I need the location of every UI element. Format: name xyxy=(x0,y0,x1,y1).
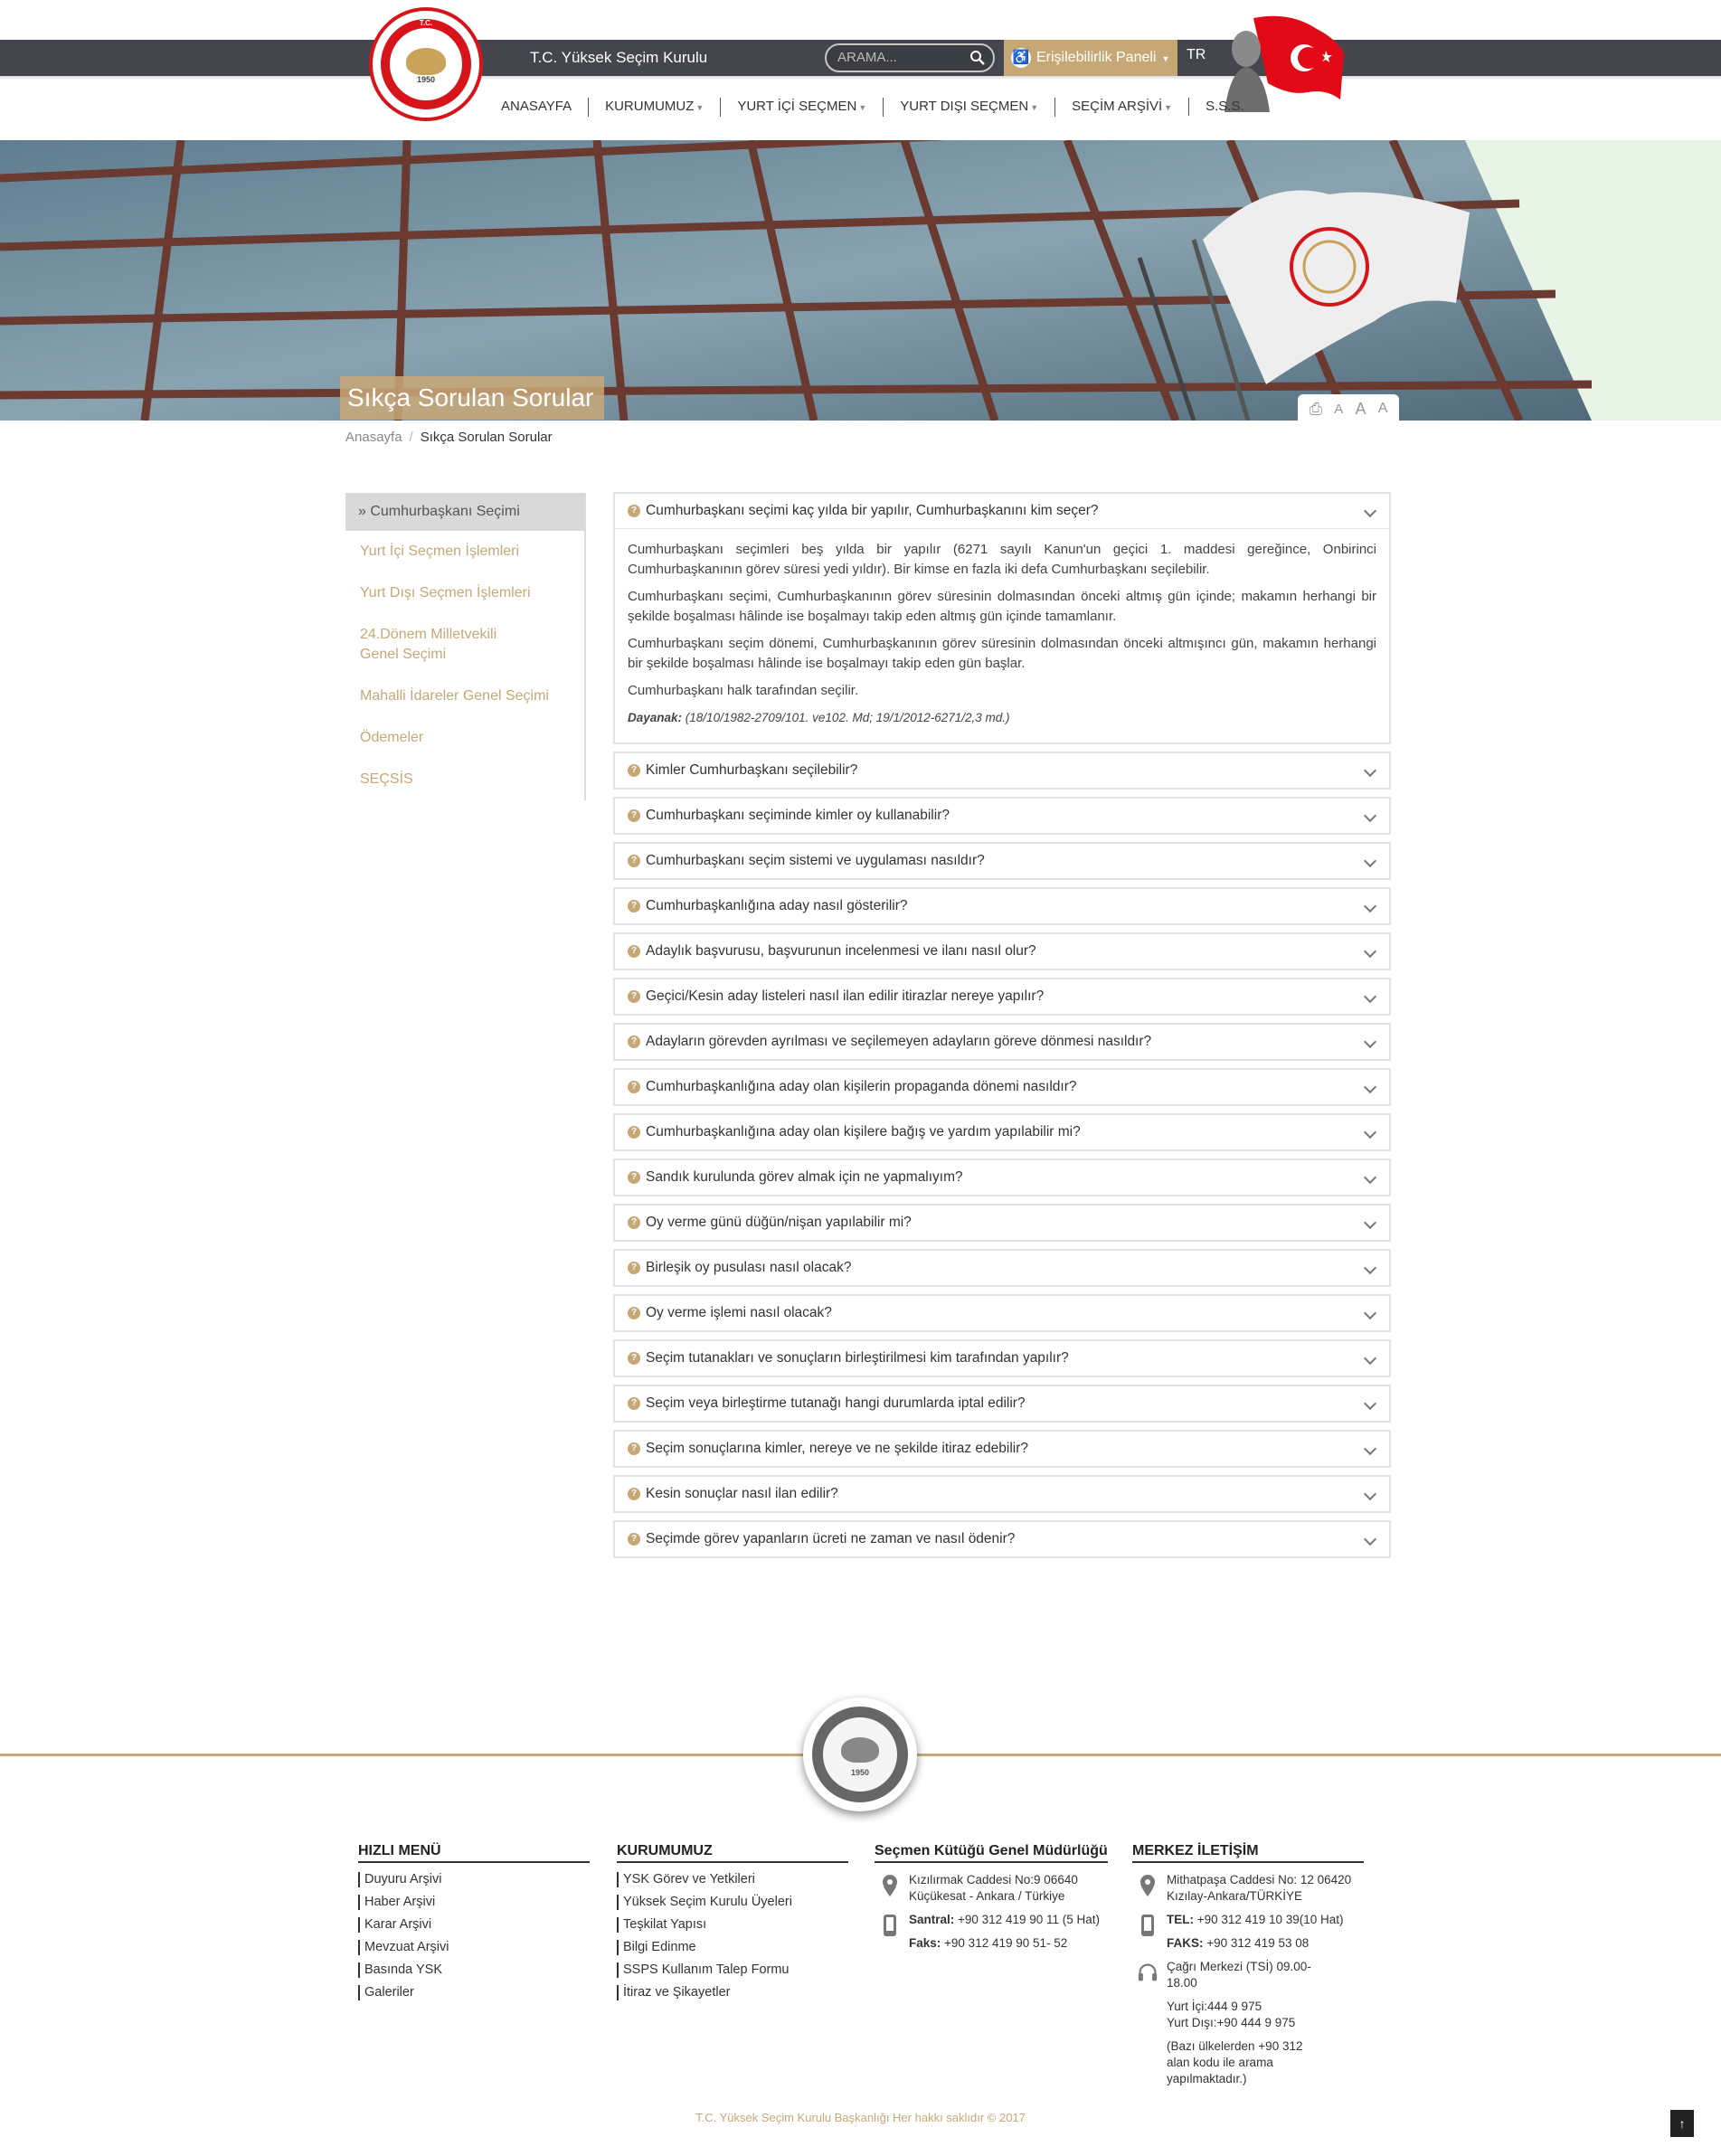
hq-abroad-line: Yurt Dışı:+90 444 9 975 xyxy=(1167,2016,1296,2029)
faq-question-text: Cumhurbaşkanı seçiminde kimler oy kullanabilir? xyxy=(646,808,950,823)
footer-quick-link[interactable]: Karar Arşivi xyxy=(358,1917,590,1933)
faq-question-text: Geçici/Kesin aday listeleri nasıl ilan edilir itirazlar nereye yapılır? xyxy=(646,988,1045,1004)
search-icon[interactable] xyxy=(969,50,986,66)
faq-question-list xyxy=(613,752,1391,1558)
voter-registry-address-text: Kızılırmak Caddesi No:9 06640 Küçükesat - Ankara / Türkiye xyxy=(909,1873,1078,1903)
breadcrumb xyxy=(345,430,553,445)
footer-quick-link[interactable]: Mevzuat Arşivi xyxy=(358,1940,590,1955)
faq-question[interactable] xyxy=(615,844,1389,878)
footer-voter-registry-title: Seçmen Kütüğü Genel Müdürlüğü xyxy=(875,1843,1108,1863)
faq-item xyxy=(613,1520,1391,1558)
faq-accordion xyxy=(613,492,1391,1565)
question-icon: ? xyxy=(628,1352,640,1365)
footer-quick-link[interactable]: Duyuru Arşivi xyxy=(358,1872,590,1887)
chevron-down-icon xyxy=(1364,1397,1376,1410)
chevron-down-icon: ▼ xyxy=(1030,102,1039,112)
page-banner-image xyxy=(0,140,1721,421)
voter-registry-fax-text: +90 312 419 90 51- 52 xyxy=(941,1936,1068,1950)
question-icon: ? xyxy=(628,505,640,517)
nav-domestic-voter[interactable] xyxy=(720,98,883,117)
main-nav xyxy=(497,96,1261,118)
footer-institution-title: KURUMUMUZ xyxy=(617,1843,848,1863)
glass-building-image xyxy=(0,140,1721,421)
legal-basis-label: Dayanak: xyxy=(628,711,683,724)
voter-registry-phone xyxy=(875,1912,1108,1928)
hq-phone-text: +90 312 419 10 39(10 Hat) xyxy=(1194,1913,1344,1926)
footer-voter-registry xyxy=(875,1843,1108,1959)
nav-faq[interactable] xyxy=(1188,98,1261,116)
hq-address xyxy=(1132,1872,1364,1905)
hq-fax-label: FAKS: xyxy=(1167,1936,1204,1950)
sidebar xyxy=(345,493,586,800)
map-marker-icon xyxy=(1138,1874,1158,1897)
faq-question-text: Seçim sonuçlarına kimler, nereye ve ne şekilde itiraz edebilir? xyxy=(646,1441,1029,1456)
nav-institution-label: KURUMUMUZ xyxy=(605,98,695,114)
footer-institution-link[interactable]: Teşkilat Yapısı xyxy=(617,1917,848,1933)
faq-question-text: Cumhurbaşkanı seçim sistemi ve uygulaması nasıldır? xyxy=(646,853,985,868)
voter-registry-fax-label: Faks: xyxy=(909,1936,941,1950)
voter-registry-phone-label: Santral: xyxy=(909,1913,955,1926)
chevron-down-icon xyxy=(1364,1488,1376,1500)
hq-fax-text: +90 312 419 53 08 xyxy=(1203,1936,1310,1950)
chevron-down-icon xyxy=(1364,505,1376,517)
arrow-up-icon: ↑ xyxy=(1678,2116,1686,2131)
question-icon: ? xyxy=(628,1081,640,1093)
faq-item xyxy=(613,797,1391,835)
nav-abroad-voter-label: YURT DIŞI SEÇMEN xyxy=(900,98,1029,114)
footer-quick-link[interactable]: Haber Arşivi xyxy=(358,1895,590,1910)
faq-question[interactable] xyxy=(615,934,1389,969)
question-icon: ? xyxy=(628,1262,640,1274)
faq-item xyxy=(613,932,1391,970)
chevron-down-icon xyxy=(1364,764,1376,777)
faq-question[interactable] xyxy=(615,1070,1389,1104)
footer-hq-contact xyxy=(1132,1843,1364,2095)
faq-question-text: Adaylık başvurusu, başvurunun incelenmesi ve ilanı nasıl olur? xyxy=(646,943,1036,959)
faq-item xyxy=(613,1113,1391,1151)
faq-question[interactable] xyxy=(615,979,1389,1014)
breadcrumb-separator: / xyxy=(409,430,413,445)
footer-institution xyxy=(617,1843,848,2008)
hq-call-center-text: Çağrı Merkezi (TSİ) 09.00-18.00 xyxy=(1167,1960,1311,1990)
faq-question-text: Adayların görevden ayrılması ve seçilemeyen adayların göreve dönmesi nasıldır? xyxy=(646,1034,1152,1049)
faq-answer xyxy=(615,528,1389,742)
chevron-down-icon xyxy=(1364,1533,1376,1546)
faq-question-text: Kesin sonuçlar nasıl ilan edilir? xyxy=(646,1486,838,1501)
nav-abroad-voter[interactable] xyxy=(883,98,1054,117)
hq-domestic-line: Yurt İçi:444 9 975 xyxy=(1167,2000,1262,2013)
footer-quick-menu-title: HIZLI MENÜ xyxy=(358,1843,590,1863)
search-input[interactable]: ARAMA... xyxy=(825,43,995,72)
faq-question-text: Oy verme işlemi nasıl olacak? xyxy=(646,1305,832,1320)
faq-question[interactable] xyxy=(615,494,1389,528)
hq-fax xyxy=(1132,1935,1364,1952)
font-increase-icon[interactable]: A xyxy=(1377,401,1388,416)
faq-question-text: Seçim tutanakları ve sonuçların birleştirilmesi kim tarafından yapılır? xyxy=(646,1350,1069,1366)
question-icon: ? xyxy=(628,764,640,777)
faq-question[interactable] xyxy=(615,1386,1389,1421)
faq-item xyxy=(613,1430,1391,1468)
ysk-logo[interactable] xyxy=(369,7,483,121)
logo-tc: T.C. xyxy=(419,19,433,27)
top-bar-shadow xyxy=(0,76,1721,80)
font-reset-icon[interactable]: A xyxy=(1355,399,1366,418)
faq-item xyxy=(613,1249,1391,1287)
faq-question-text: Cumhurbaşkanlığına aday olan kişilerin propaganda dönemi nasıldır? xyxy=(646,1079,1077,1094)
nav-domestic-voter-label: YURT İÇİ SEÇMEN xyxy=(737,98,857,114)
faq-question-text: Cumhurbaşkanlığına aday nasıl gösterilir? xyxy=(646,898,908,913)
phone-icon xyxy=(880,1914,900,1937)
nav-election-archive-label: SEÇİM ARŞİVİ xyxy=(1072,98,1163,114)
footer-quick-menu xyxy=(358,1843,590,2008)
faq-answer-paragraph: Cumhurbaşkanı seçimi, Cumhurbaşkanının görev süresinin dolmasından önceki altmış gün içinde; makamın herhangi bir şekilde boşalması hâlinde ise boşalmayı takip eden altmış gün içinde tamamlanır. xyxy=(628,589,1376,624)
chevron-down-icon xyxy=(1364,1307,1376,1319)
chevron-down-icon xyxy=(1364,1171,1376,1184)
footer-institution-link[interactable]: SSPS Kullanım Talep Formu xyxy=(617,1962,848,1978)
copyright: T.C. Yüksek Seçim Kurulu Başkanlığı Her hakkı saklıdır © 2017 xyxy=(695,2111,1026,2124)
chevron-down-icon xyxy=(1364,945,1376,958)
footer-institution-link[interactable]: YSK Görev ve Yetkileri xyxy=(617,1872,848,1887)
chevron-down-icon xyxy=(1364,1352,1376,1365)
voter-registry-phone-text: +90 312 419 90 11 (5 Hat) xyxy=(954,1913,1101,1926)
voter-registry-fax xyxy=(875,1935,1108,1952)
faq-item-open xyxy=(613,492,1391,744)
faq-item xyxy=(613,1023,1391,1061)
font-decrease-icon[interactable]: A xyxy=(1334,401,1344,417)
faq-answer-paragraph: Cumhurbaşkanı halk tarafından seçilir. xyxy=(628,683,859,698)
question-icon: ? xyxy=(628,809,640,822)
faq-question[interactable] xyxy=(615,1296,1389,1330)
faq-question-text: Oy verme günü düğün/nişan yapılabilir mi? xyxy=(646,1215,912,1230)
question-icon: ? xyxy=(628,990,640,1003)
faq-question[interactable] xyxy=(615,1160,1389,1195)
sidebar-item-24th-term-election[interactable]: 24.Dönem Milletvekili Genel Seçimi xyxy=(360,627,497,662)
chevron-down-icon: ▼ xyxy=(858,102,867,112)
chevron-down-icon xyxy=(1364,1035,1376,1048)
faq-item xyxy=(613,978,1391,1016)
sidebar-item-domestic-voter[interactable]: Yurt İçi Seçmen İşlemleri xyxy=(360,544,520,559)
question-icon: ? xyxy=(628,1035,640,1048)
voter-registry-address xyxy=(875,1872,1108,1905)
faq-item xyxy=(613,1294,1391,1332)
faq-question-text: Seçimde görev yapanların ücreti ne zaman ve nasıl ödenir? xyxy=(646,1531,1016,1546)
headset-icon xyxy=(1138,1961,1158,1984)
faq-item xyxy=(613,1385,1391,1423)
phone-icon xyxy=(1138,1914,1158,1937)
page-tools xyxy=(1298,394,1399,423)
footer-quick-link[interactable]: Basında YSK xyxy=(358,1962,590,1978)
nav-election-archive[interactable] xyxy=(1054,98,1188,117)
faq-item xyxy=(613,1158,1391,1196)
nav-home[interactable] xyxy=(497,98,588,116)
legal-basis-text: (18/10/1982-2709/101. ve102. Md; 19/1/2012-6271/2,3 md.) xyxy=(682,711,1010,724)
question-icon: ? xyxy=(628,1216,640,1229)
map-marker-icon xyxy=(880,1874,900,1897)
chevron-down-icon xyxy=(1364,1262,1376,1274)
language-selector[interactable] xyxy=(1187,47,1206,63)
breadcrumb-home[interactable]: Anasayfa xyxy=(345,430,402,445)
footer-logo xyxy=(803,1697,917,1811)
chevron-down-icon xyxy=(1364,1216,1376,1229)
chevron-down-icon xyxy=(1364,1442,1376,1455)
nav-home-label: ANASAYFA xyxy=(501,99,572,114)
faq-question[interactable] xyxy=(615,1025,1389,1059)
question-icon: ? xyxy=(628,1171,640,1184)
nav-faq-label: S.S.S. xyxy=(1206,99,1244,114)
sidebar-item-abroad-voter[interactable]: Yurt Dışı Seçmen İşlemleri xyxy=(360,585,531,600)
faq-question-text: Cumhurbaşkanlığına aday olan kişilere bağış ve yardım yapılabilir mi? xyxy=(646,1124,1081,1139)
faq-answer-paragraph: Cumhurbaşkanı seçim dönemi, Cumhurbaşkanının görev süresinin dolmasından önceki altmışıncı gün, makamın herhangi bir şekilde boşalması hâlinde ise boşalmayı takip eden gün başlar. xyxy=(628,636,1376,671)
question-icon: ? xyxy=(628,1397,640,1410)
chevron-down-icon: ▼ xyxy=(1161,54,1170,63)
chevron-down-icon: ▼ xyxy=(1164,102,1173,112)
faq-question-text: Cumhurbaşkanı seçimi kaç yılda bir yapılır, Cumhurbaşkanını kim seçer? xyxy=(646,503,1099,518)
question-icon: ? xyxy=(628,1442,640,1455)
chevron-down-icon xyxy=(1364,1081,1376,1093)
hq-address-text: Mithatpaşa Caddesi No: 12 06420 Kızılay-Ankara/TÜRKİYE xyxy=(1167,1873,1352,1903)
faq-question[interactable] xyxy=(615,799,1389,833)
faq-item xyxy=(613,842,1391,880)
chevron-down-icon xyxy=(1364,855,1376,867)
hq-call-center xyxy=(1132,1959,1364,1991)
print-icon[interactable]: ⎙ xyxy=(1309,399,1323,418)
faq-item xyxy=(613,1475,1391,1513)
site-title[interactable]: T.C. Yüksek Seçim Kurulu xyxy=(530,49,708,66)
sidebar-item-local-election[interactable]: Mahalli İdareler Genel Seçimi xyxy=(360,688,549,704)
faq-answer-paragraph: Cumhurbaşkanı seçimleri beş yılda bir yapılır (6271 sayılı Kanun'un geçici 1. maddesi gereğince, Onbirinci Cumhurbaşkanının görev süresi yedi yıldır). Bir kimse en fazla iki defa Cumhurbaşkanı seçilebilir. xyxy=(628,542,1376,577)
question-icon: ? xyxy=(628,1307,640,1319)
chevron-down-icon xyxy=(1364,900,1376,913)
accessibility-icon: ♿ xyxy=(1011,48,1031,68)
footer-institution-link[interactable]: Yüksek Seçim Kurulu Üyeleri xyxy=(617,1895,848,1910)
faq-question-text: Kimler Cumhurbaşkanı seçilebilir? xyxy=(646,762,858,778)
faq-question[interactable] xyxy=(615,1432,1389,1466)
chevron-down-icon: ▼ xyxy=(695,102,704,112)
faq-question[interactable] xyxy=(615,1251,1389,1285)
sidebar-item-payments[interactable]: Ödemeler xyxy=(360,730,424,745)
faq-question-text: Birleşik oy pusulası nasıl olacak? xyxy=(646,1260,852,1275)
faq-item xyxy=(613,887,1391,925)
logo-year: 1950 xyxy=(416,75,436,84)
faq-question[interactable] xyxy=(615,1522,1389,1556)
nav-institution[interactable] xyxy=(588,98,720,117)
question-icon: ? xyxy=(628,945,640,958)
sidebar-item-presidential-election[interactable]: » Cumhurbaşkanı Seçimi xyxy=(345,493,584,531)
question-icon: ? xyxy=(628,900,640,913)
footer-hq-title: MERKEZ İLETİŞİM xyxy=(1132,1843,1364,1863)
faq-question[interactable] xyxy=(615,889,1389,923)
language-label: TR xyxy=(1187,47,1206,62)
chevron-down-icon xyxy=(1364,809,1376,822)
faq-item xyxy=(613,1339,1391,1377)
question-icon: ? xyxy=(628,1126,640,1139)
faq-legal-basis xyxy=(628,708,1376,728)
sidebar-item-secsis[interactable]: SEÇSİS xyxy=(360,771,413,787)
faq-item xyxy=(613,1068,1391,1106)
breadcrumb-current: Sıkça Sorulan Sorular xyxy=(420,430,553,445)
faq-question-text: Sandık kurulunda görev almak için ne yapmalıyım? xyxy=(646,1169,963,1185)
page-title: Sıkça Sorulan Sorular xyxy=(340,376,604,420)
faq-question-text: Seçim veya birleştirme tutanağı hangi durumlarda iptal edilir? xyxy=(646,1395,1026,1411)
question-icon: ? xyxy=(628,855,640,867)
footer-logo-year: 1950 xyxy=(850,1768,870,1777)
hq-note: (Bazı ülkelerden +90 312 alan kodu ile arama yapılmaktadır.) xyxy=(1167,2039,1303,2085)
question-icon: ? xyxy=(628,1533,640,1546)
hq-phone-label: TEL: xyxy=(1167,1913,1194,1926)
footer-quick-link[interactable]: Galeriler xyxy=(358,1985,590,2000)
faq-question[interactable] xyxy=(615,1341,1389,1376)
faq-item xyxy=(613,752,1391,790)
hq-phone xyxy=(1132,1912,1364,1928)
faq-question[interactable] xyxy=(615,753,1389,788)
question-icon: ? xyxy=(628,1488,640,1500)
faq-question[interactable] xyxy=(615,1206,1389,1240)
chevron-down-icon xyxy=(1364,990,1376,1003)
back-to-top-button[interactable] xyxy=(1670,2110,1694,2137)
faq-question[interactable] xyxy=(615,1477,1389,1511)
faq-item xyxy=(613,1204,1391,1242)
footer-institution-link[interactable]: İtiraz ve Şikayetler xyxy=(617,1985,848,2000)
faq-question[interactable] xyxy=(615,1115,1389,1149)
chevron-down-icon xyxy=(1364,1126,1376,1139)
footer-institution-link[interactable]: Bilgi Edinme xyxy=(617,1940,848,1955)
accessibility-label: Erişilebilirlik Paneli xyxy=(1036,50,1157,65)
